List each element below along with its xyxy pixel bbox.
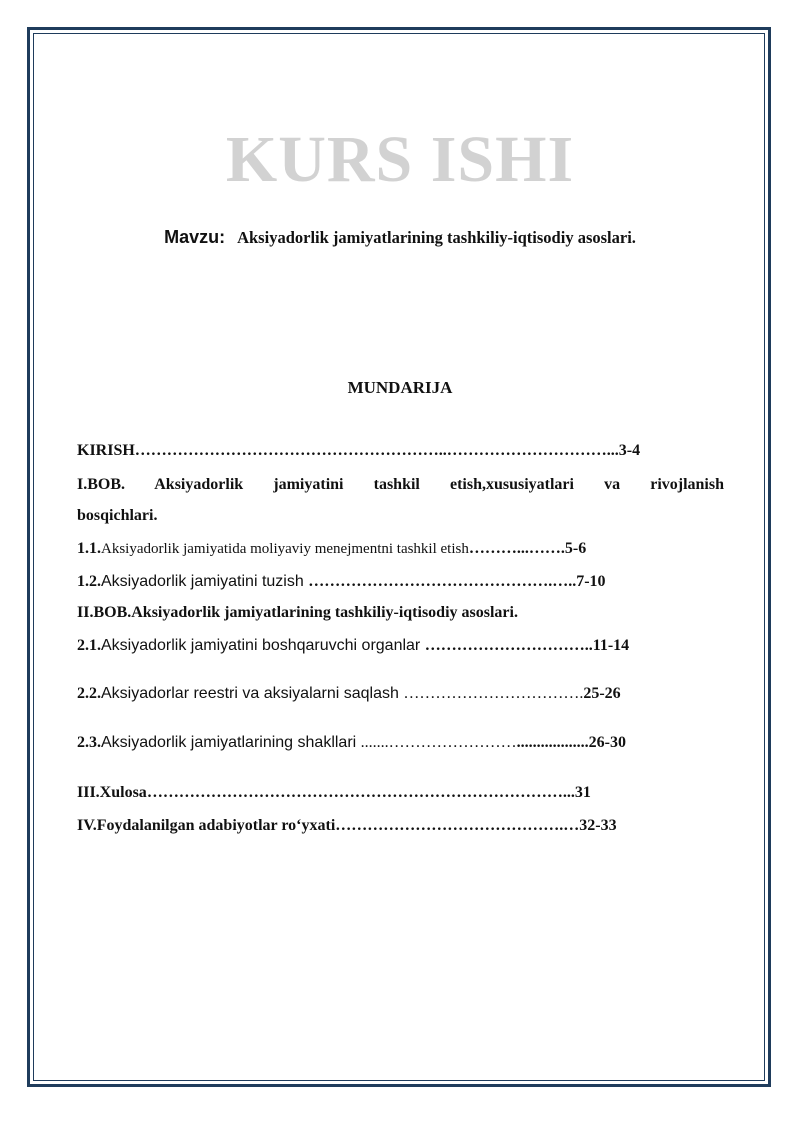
toc-dots: ………...…….: [468, 540, 565, 557]
toc-pages: 3-4: [618, 442, 641, 459]
toc-dots: …………………………………….…: [335, 817, 580, 834]
toc-entry-adabiyot: [77, 817, 617, 835]
toc-title: Aksiyadorlik jamiyatida moliyaviy menejmentni tashkil etish: [101, 541, 469, 557]
toc-dots: …………………………….: [403, 685, 584, 702]
toc-pages: 26-30: [588, 734, 626, 751]
toc-label: IV.Foydalanilgan adabiyotlar ro‘yxati: [77, 817, 336, 834]
toc-entry-2-2: [77, 685, 621, 703]
toc-label: KIRISH: [77, 442, 135, 459]
topic-label: Mavzu:: [164, 227, 226, 247]
toc-pages: 25-26: [583, 685, 621, 702]
toc-number: 2.1.: [77, 637, 101, 654]
toc-chapter-1-line1: I.BOB. Aksiyadorlik jamiyatini tashkil etish,xususiyatlari va rivojlanish: [77, 476, 724, 493]
toc-entry-1-1: [77, 540, 586, 558]
toc-chapter-1-line2: bosqichlari.: [77, 507, 158, 524]
toc-entry-xulosa: [77, 784, 591, 802]
toc-title: Aksiyadorlik jamiyatini tuzish: [101, 573, 309, 590]
toc-dots: …………………………..: [424, 637, 593, 654]
toc-number: 2.2.: [77, 685, 101, 702]
toc-dots: ……………………………………………………………………...: [146, 784, 575, 801]
toc-pages: 31: [574, 784, 591, 801]
topic-text: Aksiyadorlik jamiyatlarining tashkiliy-iqtisodiy asoslari.: [237, 228, 636, 247]
toc-dots: …………………………………………………..…………………………...: [134, 442, 619, 459]
toc-chapter-2: II.BOB.Aksiyadorlik jamiyatlarining tashkiliy-iqtisodiy asoslari.: [77, 604, 518, 621]
toc-number: 1.1.: [77, 540, 101, 557]
toc-label: III.Xulosa: [77, 784, 147, 801]
toc-number: 2.3.: [77, 734, 101, 751]
toc-title: Aksiyadorlar reestri va aksiyalarni saqlash: [101, 685, 404, 702]
toc-dots-bold: ..................: [516, 734, 589, 751]
topic-line: [0, 227, 800, 248]
document-title: KURS ISHI: [225, 123, 575, 196]
toc-entry-2-1: [77, 637, 629, 655]
toc-entry-2-3: [77, 734, 626, 752]
toc-pages: 5-6: [564, 540, 587, 557]
toc-entry-kirish: [77, 442, 640, 460]
toc-heading: MUNDARIJA: [347, 378, 453, 397]
toc-pages: 7-10: [576, 573, 606, 590]
toc-entry-1-2: [77, 573, 606, 591]
toc-pages: 11-14: [592, 637, 630, 654]
toc-dots: ……………………………………….…..: [308, 573, 577, 590]
toc-pages: 32-33: [579, 817, 617, 834]
toc-title: Aksiyadorlik jamiyatlarining shakllari: [101, 734, 361, 751]
toc-dots: .......……………………: [360, 734, 517, 751]
toc-title: Aksiyadorlik jamiyatini boshqaruvchi organlar: [101, 637, 425, 654]
toc-number: 1.2.: [77, 573, 101, 590]
